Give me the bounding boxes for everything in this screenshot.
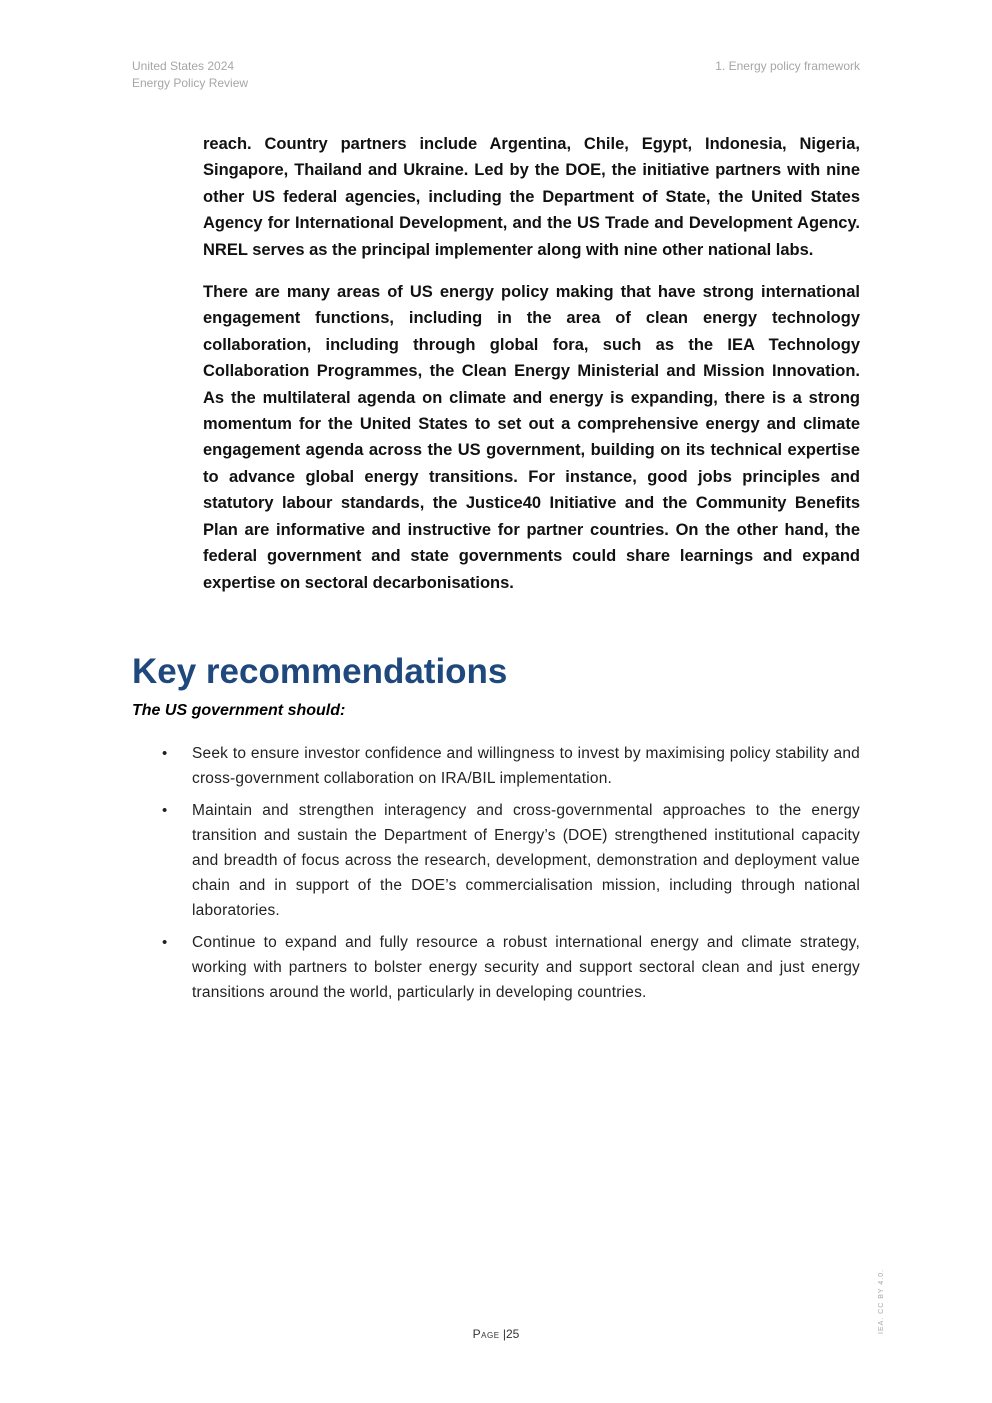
box-paragraph-1: reach. Country partners include Argentina, Chile, Egypt, Indonesia, Nigeria, Singapore, Thailand and Ukraine. Led by the DOE, the initiative partners with nine other US federal agencies, including the Department of State, the United States Agency for International Development, and the US Trade and Development Agency. NREL serves as the principal implementer along with nine other national labs. <box>203 135 860 259</box>
section-subtitle: The US government should: <box>132 702 346 719</box>
box-paragraph-2: There are many areas of US energy policy making that have strong international engagement functions, including in the area of clean energy technology collaboration, including through global fora, such as the IEA Technology Collaboration Programmes, the Clean Energy Ministerial and Mission Innovation. As the multilateral agenda on climate and energy is expanding, there is a strong momentum for the United States to set out a comprehensive energy and climate engagement agenda across the US government, building on its technical expertise to advance global energy transitions. For instance, good jobs principles and statutory labour standards, the Justice40 Initiative and the Community Benefits Plan are informative and instructive for partner countries. On the other hand, the federal government and state governments could share learnings and expand expertise on sectoral decarbonisations. <box>203 283 860 592</box>
section-title: Key recommendations <box>132 652 508 691</box>
list-item <box>132 798 860 923</box>
report-title-line2: Energy Policy Review <box>132 76 249 90</box>
report-title-line1: United States 2024 <box>132 59 235 73</box>
list-item <box>132 930 860 1005</box>
bullet-icon: • <box>162 802 168 819</box>
list-item-text: Seek to ensure investor confidence and willingness to invest by maximising policy stability and cross-government collaboration on IRA/BIL implementation. <box>192 745 860 787</box>
page-number: 25 <box>506 1327 520 1341</box>
page-label: Page <box>472 1327 500 1341</box>
list-item-text: Continue to expand and fully resource a robust international energy and climate strategy, working with partners to bolster energy security and support sectoral clean and just energy transitions around the world, particularly in developing countries. <box>192 934 860 1001</box>
box-body-text <box>203 131 860 612</box>
list-item-text: Maintain and strengthen interagency and cross-governmental approaches to the energy transition and sustain the Department of Energy’s (DOE) strengthened institutional capacity and breadth of focus across the research, development, demonstration and deployment value chain and in support of the DOE’s commercialisation mission, including through national laboratories. <box>192 802 860 919</box>
page-separator: | <box>502 1327 506 1341</box>
bullet-icon: • <box>162 934 168 951</box>
recommendations-list <box>132 741 860 1012</box>
bullet-icon: • <box>162 745 168 762</box>
report-title <box>132 58 248 92</box>
page-footer <box>0 1326 992 1342</box>
license-note: IEA. CC BY 4.0. <box>878 1268 885 1334</box>
list-item <box>132 741 860 791</box>
chapter-title: 1. Energy policy framework <box>715 59 860 73</box>
